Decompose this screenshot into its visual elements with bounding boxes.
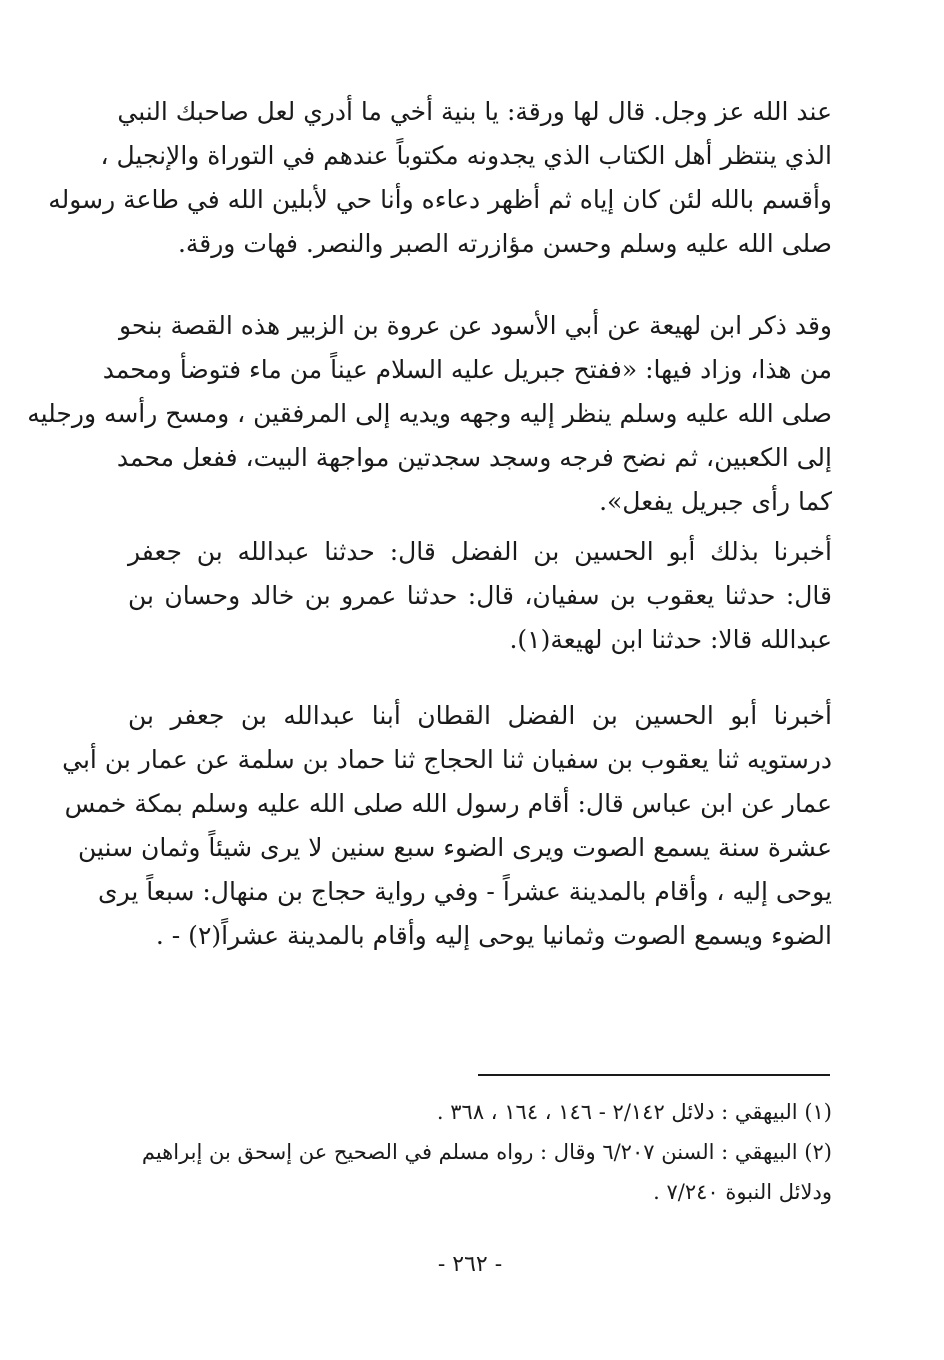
paragraph-waraqa-oath (48, 90, 832, 266)
text-line: عشرة سنة يسمع الصوت ويرى الضوء سبع سنين لا يرى شيئاً وثمان سنين (77, 833, 832, 862)
footnote-2: (٢) البيهقي : السنن ٦/٢٠٧ وقال : رواه مسلم في الصحيح عن إسحق بن إبراهيم (141, 1140, 832, 1164)
text-line: وأقسم بالله لئن كان إياه ثم أظهر دعاءه وأنا حي لأبلين الله في طاعة رسوله (48, 185, 832, 214)
text-line: عبدالله قالا: حدثنا ابن لهيعة(١). (509, 625, 832, 654)
text-line: الضوء ويسمع الصوت وثمانيا يوحى إليه وأقام بالمدينة عشراً(٢) - . (155, 921, 832, 950)
text-line: كما رأى جبريل يفعل». (599, 487, 832, 516)
footnote-2-continuation: ودلائل النبوة ٧/٢٤٠ . (653, 1180, 832, 1204)
text-line: عند الله عز وجل. قال لها ورقة: يا بنية أخي ما أدري لعل صاحبك النبي (117, 97, 832, 126)
footnote-1: (١) البيهقي : دلائل ٢/١٤٢ - ١٤٦ ، ١٦٤ ، ٣٦٨ . (436, 1100, 832, 1124)
page-number: - ٢٦٢ - (437, 1252, 503, 1277)
paragraph-ibn-abbas-report (62, 694, 832, 958)
text-line: أخبرنا أبو الحسين بن الفضل القطان أبنا عبدالله بن جعفر بن (128, 701, 832, 730)
text-line: درستويه ثنا يعقوب بن سفيان ثنا الحجاج ثنا حماد بن سلمة عن عمار بن أبي (62, 745, 832, 774)
text-line: صلى الله عليه وسلم وحسن مؤازرته الصبر والنصر. فهات ورقة. (177, 229, 832, 258)
paragraph-isnad-1 (128, 530, 832, 662)
text-line: قال: حدثنا يعقوب بن سفيان، قال: حدثنا عمرو بن خالد وحسان بن (128, 581, 832, 610)
footnote-separator (478, 1074, 830, 1076)
text-line: عمار عن ابن عباس قال: أقام رسول الله صلى الله عليه وسلم بمكة خمس (64, 789, 832, 818)
text-line: صلى الله عليه وسلم ينظر إليه وجهه ويديه إلى المرفقين ، ومسح رأسه ورجليه (27, 399, 832, 428)
text-line: أخبرنا بذلك أبو الحسين بن الفضل قال: حدثنا عبدالله بن جعفر (128, 537, 832, 566)
text-line: من هذا، وزاد فيها: «ففتح جبريل عليه السلام عيناً من ماء فتوضأ ومحمد (102, 355, 832, 384)
text-line: الذي ينتظر أهل الكتاب الذي يجدونه مكتوباً عندهم في التوراة والإنجيل ، (100, 141, 832, 170)
footnotes (141, 1092, 832, 1212)
paragraph-ibn-lahia-report (27, 304, 832, 524)
text-line: وقد ذكر ابن لهيعة عن أبي الأسود عن عروة بن الزبير هذه القصة بنحو (119, 311, 832, 340)
text-line: إلى الكعبين، ثم نضح فرجه وسجد سجدتين مواجهة البيت، ففعل محمد (116, 443, 832, 472)
text-line: يوحى إليه ، وأقام بالمدينة عشراً - وفي رواية حجاج بن منهال: سبعاً يرى (98, 877, 832, 906)
